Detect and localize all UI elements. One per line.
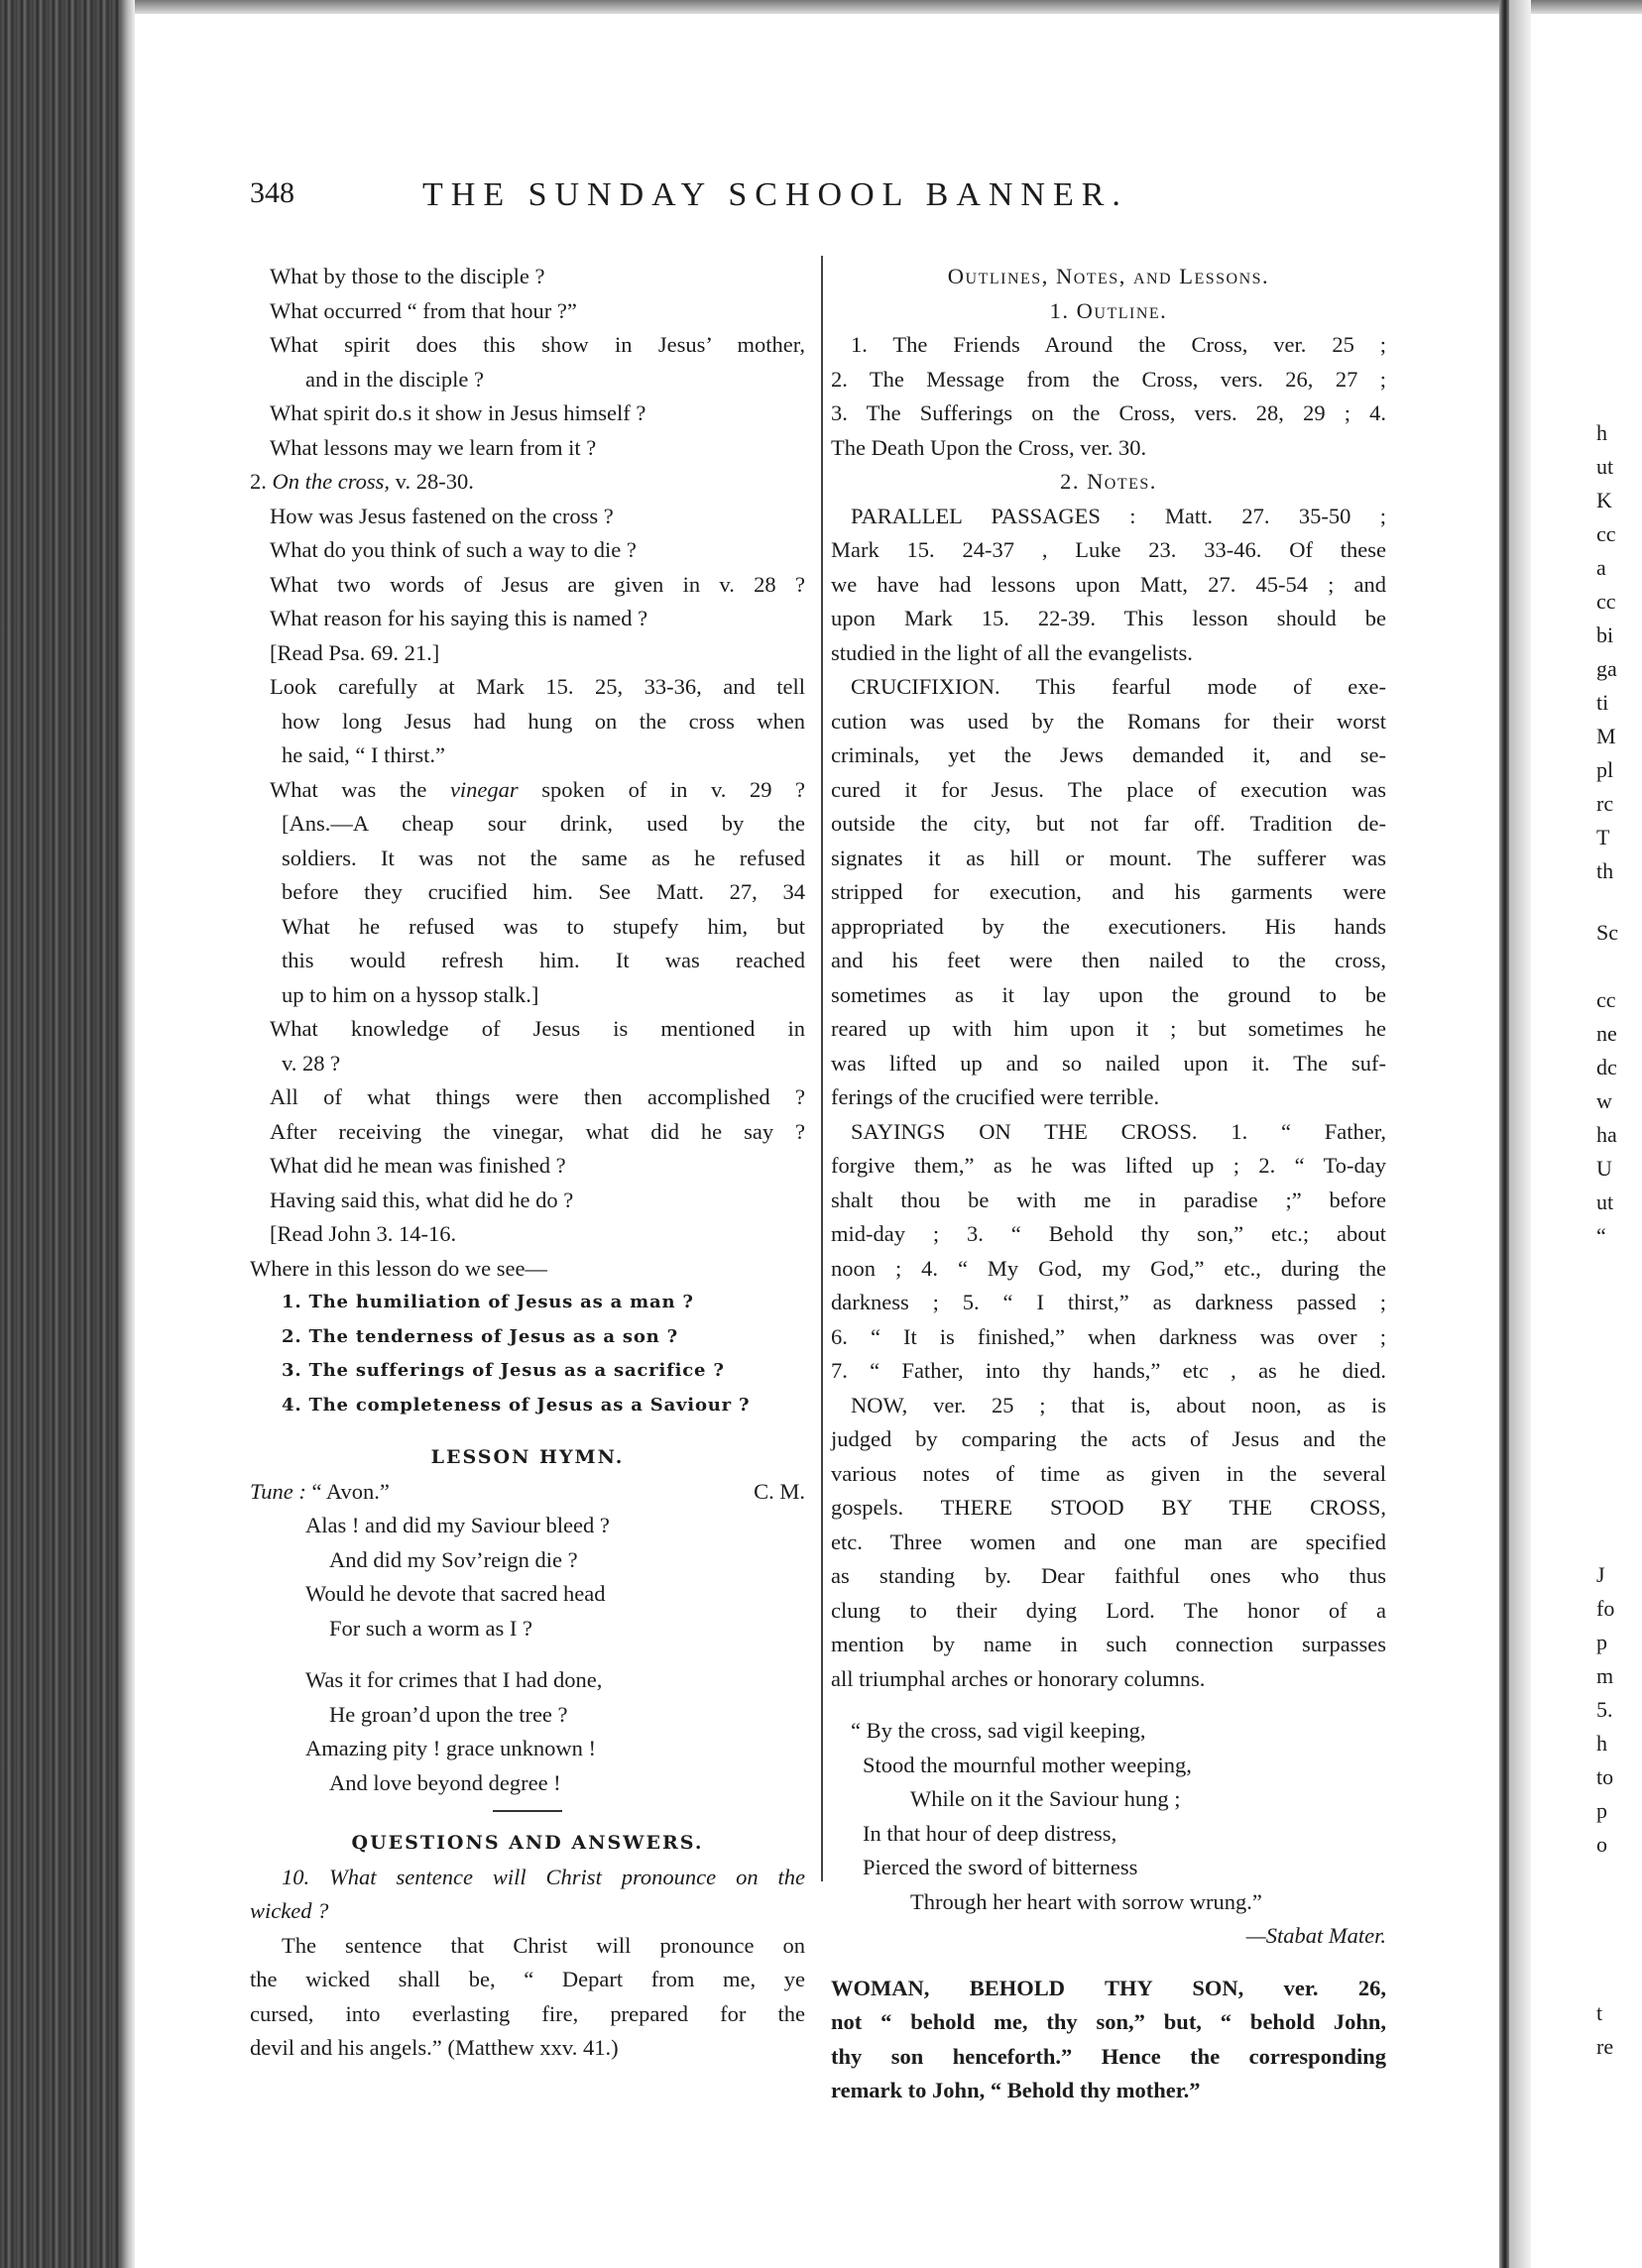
hymn-line: Would he devote that sacred head (305, 1581, 606, 1606)
vinegar-term: vinegar (449, 776, 519, 802)
notes-line: WOMAN, BEHOLD THY SON, ver. 26, (831, 1975, 1386, 2000)
fragment: w (1596, 1088, 1612, 1113)
review-item: 2. The tenderness of Jesus as a son ? (282, 1325, 678, 1347)
hymn-line: Was it for crimes that I had done, (305, 1667, 603, 1692)
fragment: U (1596, 1156, 1612, 1181)
journal-title: THE SUNDAY SCHOOL BANNER. (422, 176, 1128, 213)
qa-question: 10. What sentence will Christ pronounce on the (282, 1864, 805, 1889)
question-line: What knowledge of Jesus is mentioned in (270, 1016, 805, 1041)
next-page-fragments (1596, 0, 1642, 2268)
fragment: re (1596, 2034, 1614, 2059)
fragment: a (1596, 555, 1606, 580)
notes-line: SAYINGS ON THE CROSS. 1. “ Father, (851, 1118, 1386, 1144)
vinegar-question (250, 773, 805, 808)
fragment: ne (1596, 1021, 1617, 1046)
notes-line: appropriated by the executioners. His hands (831, 913, 1386, 939)
notes-line: all triumphal arches or honorary columns. (831, 1665, 1206, 1691)
fragment: J (1596, 1562, 1605, 1587)
question-text: What was the (270, 776, 427, 802)
page-fold (1499, 0, 1509, 2268)
outline-line: 3. The Sufferings on the Cross, vers. 28, 29 ; 4. (831, 400, 1386, 425)
fragment: T (1596, 825, 1610, 850)
notes-line: was lifted up and so nailed upon it. The suf- (831, 1050, 1386, 1076)
notes-line: mid-day ; 3. “ Behold thy son,” etc.; about (831, 1221, 1386, 1246)
question-line: What spirit do.s it show in Jesus himself ? (270, 400, 646, 425)
notes-line: forgive them,” as he was lifted up ; 2. “ To-day (831, 1153, 1386, 1178)
notes-line: outside the city, but not far off. Tradition de- (831, 811, 1386, 836)
question-line: [Read Psa. 69. 21.] (270, 639, 440, 665)
outline-heading: 1. Outline. (1049, 297, 1168, 323)
notes-line: CRUCIFIXION. This fearful mode of exe- (851, 674, 1386, 699)
question-line: What do you think of such a way to die ? (270, 537, 637, 562)
question-line: and in the disciple ? (305, 366, 484, 392)
notes-line: mention by name in such connection surpasses (831, 1632, 1386, 1656)
hymn-line: And did my Sov’reign die ? (329, 1546, 578, 1572)
hymn-line: Amazing pity ! grace unknown ! (305, 1736, 597, 1760)
fragment: o (1596, 1832, 1607, 1857)
notes-line: stripped for execution, and his garments were (831, 879, 1386, 904)
fragment: p (1596, 1630, 1607, 1654)
section-item-2 (250, 465, 805, 500)
notes-line: noon ; 4. “ My God, my God,” etc., during the (831, 1255, 1386, 1281)
item-number: 2. (250, 469, 267, 494)
question-line: What lessons may we learn from it ? (270, 434, 597, 460)
fragment: cc (1596, 521, 1616, 546)
question-line: Having said this, what did he do ? (270, 1187, 574, 1212)
fragment: rc (1596, 791, 1614, 816)
fragment: to (1596, 1764, 1614, 1789)
column-rule (821, 256, 823, 1881)
notes-line: darkness ; 5. “ I thirst,” as darkness passed ; (831, 1290, 1386, 1314)
poem-line: Stood the mournful mother weeping, (863, 1752, 1192, 1777)
notes-line: shalt thou be with me in paradise ;” before (831, 1187, 1386, 1212)
notes-line: sometimes as it lay upon the ground to be (831, 981, 1386, 1007)
notes-line: cution was used by the Romans for their worst (831, 708, 1386, 734)
answer-line: soldiers. It was not the same as he refused (282, 845, 805, 870)
question-line: What occurred “ from that hour ?” (270, 297, 577, 323)
fragment: t (1596, 2000, 1603, 2025)
where-intro: Where in this lesson do we see— (250, 1255, 547, 1281)
notes-line: we have had lessons upon Matt, 27. 45-54 ; and (831, 571, 1386, 597)
question-line: What two words of Jesus are given in v. 28 ? (270, 571, 805, 597)
question-line: What reason for his saying this is named ? (270, 606, 648, 630)
hymn-meter: C. M. (754, 1478, 805, 1504)
hymn-line: He groan’d upon the tree ? (329, 1701, 568, 1727)
question-text: spoken of in v. 29 ? (541, 776, 806, 802)
fragment: h (1596, 1731, 1607, 1756)
question-line: After receiving the vinegar, what did he say ? (270, 1118, 805, 1144)
running-head (250, 176, 1499, 226)
poem-line: While on it the Saviour hung ; (910, 1786, 1181, 1811)
notes-line: PARALLEL PASSAGES : Matt. 27. 35-50 ; (851, 503, 1386, 528)
item-title: On the cross, (272, 469, 391, 494)
poem-line: In that hour of deep distress, (863, 1820, 1117, 1846)
notes-heading: 2. Notes. (1060, 469, 1157, 494)
fragment: fo (1596, 1596, 1615, 1621)
fragment: pl (1596, 757, 1614, 782)
qa-answer: devil and his angels.” (Matthew xxv. 41.) (250, 2035, 619, 2060)
review-item: 4. The completeness of Jesus as a Saviour ? (282, 1394, 751, 1416)
notes-line: judged by comparing the acts of Jesus and the (831, 1426, 1386, 1451)
fragment: ga (1596, 656, 1617, 681)
question-line: [Read John 3. 14-16. (270, 1221, 457, 1246)
notes-line: 7. “ Father, into thy hands,” etc , as he died. (831, 1358, 1386, 1383)
review-item: 3. The sufferings of Jesus as a sacrifice ? (282, 1360, 725, 1381)
hymn-meta (250, 1475, 805, 1510)
qa-answer: The sentence that Christ will pronounce on (282, 1932, 805, 1958)
notes-line: cured it for Jesus. The place of execution was (831, 776, 1386, 802)
fragment: Sc (1596, 920, 1618, 945)
fragment: ut (1596, 1190, 1614, 1214)
question-line: v. 28 ? (282, 1050, 341, 1076)
answer-line: before they crucified him. See Matt. 27, 34 (282, 879, 805, 904)
notes-line: signates it as hill or mount. The sufferer was (831, 845, 1386, 870)
notes-line: ferings of the crucified were terrible. (831, 1084, 1160, 1109)
answer-line: up to him on a hyssop stalk.] (282, 981, 539, 1007)
question-line: What by those to the disciple ? (270, 264, 545, 288)
poem-line: Pierced the sword of bitterness (863, 1855, 1138, 1879)
tune-label: Tune : (250, 1478, 306, 1504)
page-gutter (1509, 0, 1531, 2268)
fragment: th (1596, 858, 1614, 883)
poem-line: “ By the cross, sad vigil keeping, (851, 1718, 1146, 1743)
notes-line: clung to their dying Lord. The honor of a (831, 1597, 1386, 1623)
fragment: M (1596, 724, 1616, 748)
lesson-hymn-heading: LESSON HYMN. (430, 1446, 625, 1468)
question-line: All of what things were then accomplished ? (270, 1084, 805, 1109)
right-column (831, 260, 1386, 2108)
page-top-edge (0, 0, 1642, 14)
fragment: cc (1596, 987, 1616, 1012)
fragment: ti (1596, 690, 1609, 715)
notes-line: various notes of time as given in the several (831, 1460, 1386, 1486)
qa-question: wicked ? (250, 1898, 329, 1923)
poem-source: —Stabat Mater. (1245, 1923, 1386, 1948)
section-divider (493, 1810, 562, 1812)
qa-answer: the wicked shall be, “ Depart from me, ye (250, 1967, 805, 1991)
question-line: How was Jesus fastened on the cross ? (270, 503, 614, 528)
answer-line: this would refresh him. It was reached (282, 948, 805, 972)
notes-line: Mark 15. 24-37 , Luke 23. 33-46. Of these (831, 537, 1386, 562)
notes-line: studied in the light of all the evangelists. (831, 639, 1193, 665)
notes-line: gospels. THERE STOOD BY THE CROSS, (831, 1495, 1386, 1520)
hymn-tune (250, 1475, 390, 1510)
outline-line: 1. The Friends Around the Cross, ver. 25 ; (851, 332, 1386, 357)
hymn-line: Alas ! and did my Saviour bleed ? (305, 1513, 610, 1537)
fragment: cc (1596, 589, 1616, 614)
answer-line: What he refused was to stupefy him, but (282, 913, 805, 939)
binding-edge (121, 0, 135, 2268)
question-line: how long Jesus had hung on the cross when (282, 708, 805, 734)
question-line: What spirit does this show in Jesus’ mother, (270, 332, 805, 357)
section-heading: Outlines, Notes, and Lessons. (947, 264, 1270, 288)
outline-line: The Death Upon the Cross, ver. 30. (831, 434, 1147, 460)
hymn-line: And love beyond degree ! (329, 1769, 561, 1795)
fragment: h (1596, 420, 1607, 445)
notes-line: NOW, ver. 25 ; that is, about noon, as is (851, 1392, 1386, 1418)
qa-heading: QUESTIONS AND ANSWERS. (351, 1832, 704, 1854)
notes-line: and his feet were then nailed to the cross, (831, 948, 1386, 972)
notes-line: criminals, yet the Jews demanded it, and se- (831, 742, 1386, 767)
notes-line: thy son henceforth.” Hence the corresponding (831, 2043, 1386, 2069)
notes-line: upon Mark 15. 22-39. This lesson should be (831, 606, 1386, 630)
notes-line: 6. “ It is finished,” when darkness was over ; (831, 1323, 1386, 1349)
fragment: K (1596, 488, 1612, 512)
question-line: he said, “ I thirst.” (282, 742, 445, 767)
fragment: p (1596, 1798, 1607, 1823)
notes-line: reared up with him upon it ; but sometimes he (831, 1016, 1386, 1041)
fragment: bi (1596, 623, 1614, 647)
poem-line: Through her heart with sorrow wrung.” (910, 1888, 1262, 1914)
book-binding (0, 0, 134, 2268)
qa-answer: cursed, into everlasting fire, prepared for the (250, 2000, 805, 2026)
fragment: dc (1596, 1055, 1617, 1079)
tune-name: “ Avon.” (311, 1478, 390, 1504)
fragment: ha (1596, 1122, 1617, 1147)
item-reference: v. 28-30. (395, 469, 474, 494)
answer-line: [Ans.—A cheap sour drink, used by the (282, 811, 805, 836)
fragment: 5. (1596, 1697, 1613, 1722)
fragment: “ (1596, 1223, 1606, 1248)
notes-line: as standing by. Dear faithful ones who thus (831, 1563, 1386, 1588)
hymn-line: For such a worm as I ? (329, 1615, 532, 1641)
notes-line: remark to John, “ Behold thy mother.” (831, 2078, 1201, 2102)
outline-line: 2. The Message from the Cross, vers. 26, 27 ; (831, 366, 1386, 392)
fragment: m (1596, 1663, 1614, 1688)
notes-line: not “ behold me, thy son,” but, “ behold John, (831, 2009, 1386, 2034)
fragment: ut (1596, 454, 1614, 479)
question-line: What did he mean was finished ? (270, 1153, 566, 1178)
notes-line: etc. Three women and one man are specified (831, 1529, 1386, 1554)
question-line: Look carefully at Mark 15. 25, 33-36, and tell (270, 674, 805, 699)
page-number: 348 (250, 176, 294, 209)
left-column (250, 260, 805, 2066)
review-item: 1. The humiliation of Jesus as a man ? (282, 1292, 694, 1312)
